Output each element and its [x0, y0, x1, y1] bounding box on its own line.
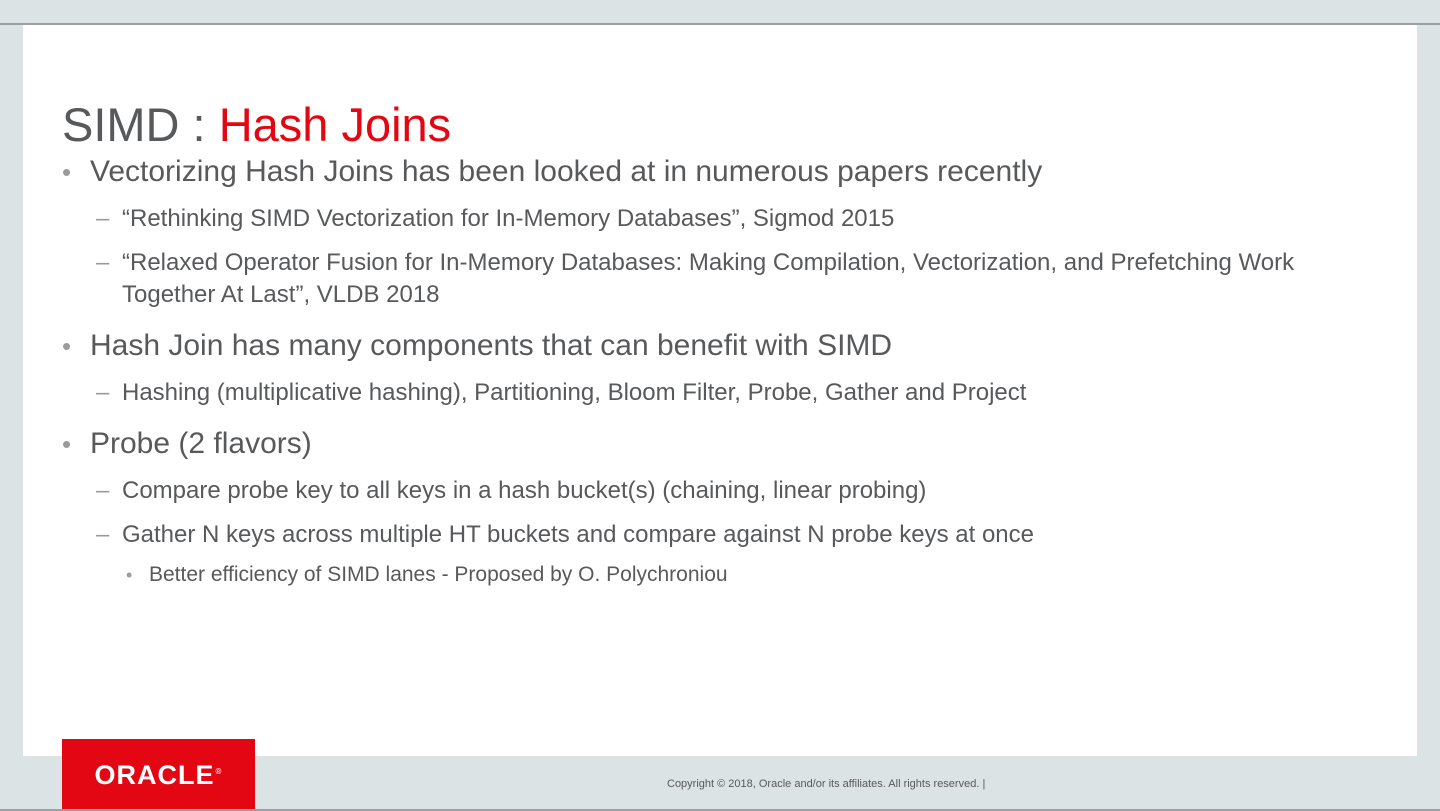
oracle-logo: [62, 739, 255, 811]
sub-bullet-hashing: [62, 377, 1362, 409]
oracle-logo-text: ORACLE®: [94, 759, 223, 790]
sub-bullet-dash: –: [96, 379, 110, 406]
sub-bullet-text: Gather N keys across multiple HT buckets and compare against N probe keys at once: [122, 521, 1034, 548]
bullet-components: [62, 327, 1362, 365]
title-accent: Hash Joins: [218, 98, 452, 151]
bullet-vectorizing: [62, 153, 1362, 191]
sub-bullet-text: Compare probe key to all keys in a hash bucket(s) (chaining, linear probing): [122, 477, 927, 504]
bullet-dot: •: [62, 157, 72, 187]
sub-bullet-text: “Relaxed Operator Fusion for In-Memory Databases: Making Compilation, Vectorization, and Prefetching Work Together At Last”, VLDB 2018: [122, 249, 1295, 308]
sub-bullet-dash: –: [96, 205, 110, 232]
sub-sub-bullet-text: Better efficiency of SIMD lanes - Proposed by O. Polychroniou: [149, 563, 728, 586]
sub-bullet-gather-n-keys: [62, 519, 1362, 551]
sub-bullet-dash: –: [96, 249, 110, 276]
sub-sub-bullet-dot: •: [126, 565, 133, 585]
bullet-dot: •: [62, 331, 72, 361]
sub-bullet-dash: –: [96, 477, 110, 504]
bullet-text: Hash Join has many components that can benefit with SIMD: [90, 329, 893, 362]
sub-bullet-text: Hashing (multiplicative hashing), Partitioning, Bloom Filter, Probe, Gather and Project: [122, 379, 1027, 406]
bullet-text: Vectorizing Hash Joins has been looked at in numerous papers recently: [90, 155, 1043, 188]
bullet-text: Probe (2 flavors): [90, 427, 312, 460]
bullet-probe: [62, 425, 1362, 463]
copyright-footer: Copyright © 2018, Oracle and/or its affiliates. All rights reserved. |: [667, 778, 986, 790]
sub-bullet-compare-probe-key: [62, 475, 1362, 507]
slide-content: [62, 153, 1362, 589]
sub-bullet-relaxed-operator-fusion: [62, 247, 1362, 311]
bullet-dot: •: [62, 429, 72, 459]
sub-bullet-dash: –: [96, 521, 110, 548]
sub-sub-bullet-simd-lanes: [62, 561, 1362, 589]
slide-title: [62, 96, 451, 154]
sub-bullet-text: “Rethinking SIMD Vectorization for In-Memory Databases”, Sigmod 2015: [122, 205, 895, 232]
title-prefix: SIMD :: [62, 98, 219, 151]
sub-bullet-rethinking-simd: [62, 203, 1362, 235]
